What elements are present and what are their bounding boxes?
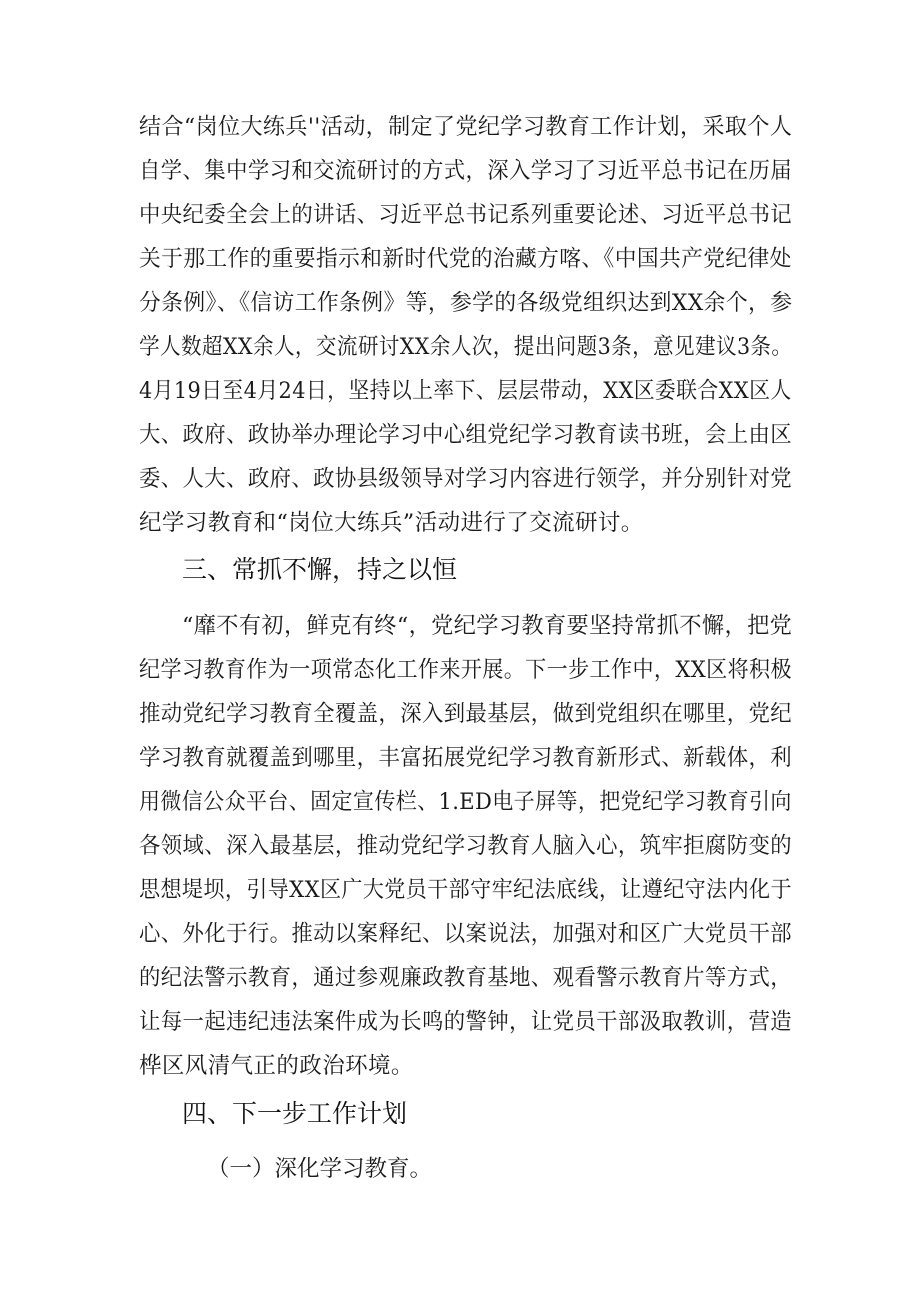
text-line: 的纪法警示教育，通过参观廉政教育基地、观看警示教育片等方式，	[139, 965, 793, 991]
text-line: 思想堤坝，引导XX区广大党员干部守牢纪法底线，让遵纪守法内化于	[139, 877, 792, 903]
text-line: 让每一起违纪违法案件成为长鸣的警钟，让党员干部汲取教训，营造	[139, 1009, 793, 1035]
text-line: 纪学习教育和“岗位大练兵”活动进行了交流研讨。	[139, 510, 644, 536]
text-line: 心、外化于行。推动以案释纪、以案说法，加强对和区广大党员干部	[139, 921, 793, 947]
text-line: 中央纪委全会上的讲话、习近平总书记系列重要论述、习近平总书记	[139, 202, 793, 228]
text-line: 桦区风清气正的政治环境。	[139, 1053, 414, 1079]
text-line: 学习教育就覆盖到哪里，丰富拓展党纪学习教育新形式、新载体，利	[139, 745, 793, 771]
text-line: 大、政府、政协举办理论学习中心组党纪学习教育读书班，会上由区	[139, 422, 793, 448]
section-heading-4: 四、下一步工作计划	[182, 1099, 408, 1128]
section-heading-3: 三、常抓不懈，持之以恒	[182, 555, 458, 584]
text-line: 委、人大、政府、政协县级领导对学习内容进行领学，并分别针对党	[139, 466, 793, 492]
text-line: 关于那工作的重要指示和新时代党的治藏方喀、《中国共产党纪律处	[139, 246, 792, 272]
text-line: 4月19日至4月24日，坚持以上率下、层层带动，XX区委联合XX区人	[139, 378, 792, 404]
text-line: 纪学习教育作为一项常态化工作来开展。下一步工作中，XX区将积极	[139, 657, 792, 683]
text-line: “靡不有初，鲜克有终“，党纪学习教育要坚持常抓不懈，把党	[182, 613, 793, 639]
text-line: 学人数超XX余人，交流研讨XX余人次，提出问题3条，意见建议3条。	[139, 334, 793, 360]
sub-heading-1: （一）深化学习教育。	[207, 1156, 433, 1182]
text-line: 自学、集中学习和交流研讨的方式，深入学习了习近平总书记在历届	[139, 158, 793, 184]
text-line: 各领域、深入最基层，推动党纪学习教育人脑入心，筑牢拒腐防变的	[139, 833, 793, 859]
text-line: 推动党纪学习教育全覆盖，深入到最基层，做到党组织在哪里，党纪	[139, 701, 793, 727]
text-line: 结合“岗位大练兵''活动，制定了党纪学习教育工作计划，采取个人	[139, 114, 793, 140]
text-line: 用微信公众平台、固定宣传栏、1.ED电子屏等，把党纪学习教育引向	[139, 789, 792, 815]
text-line: 分条例》、《信访工作条例》等，参学的各级党组织达到XX余个，参	[139, 290, 793, 316]
